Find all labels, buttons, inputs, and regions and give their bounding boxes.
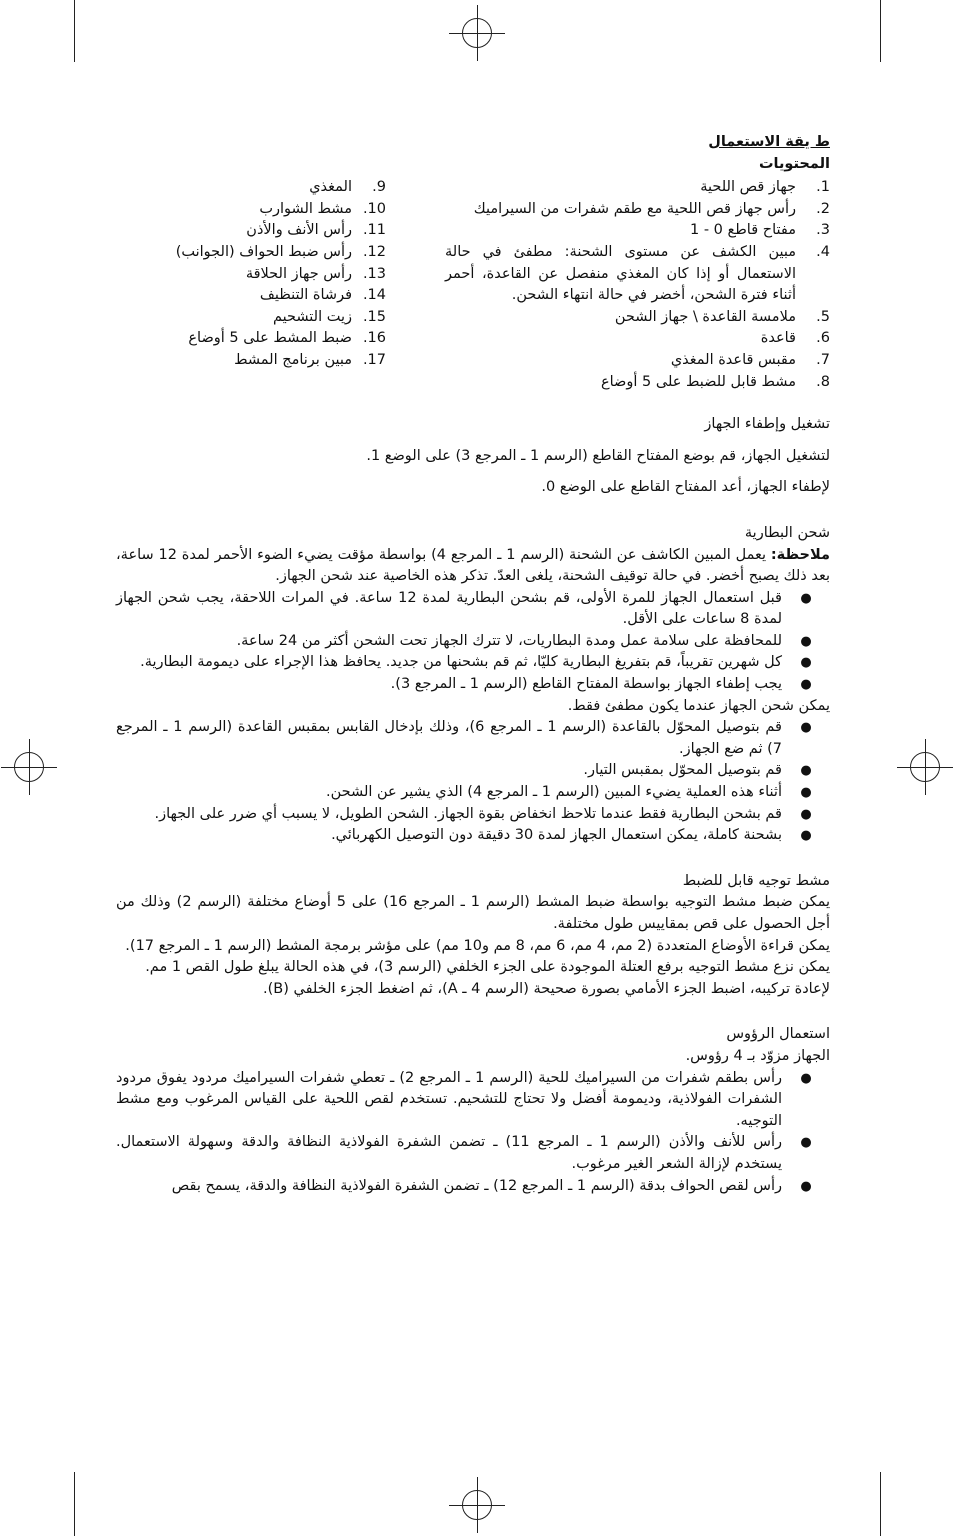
onoff-heading: تشغيل وإطفاء الجهاز [704, 416, 830, 433]
bullet-icon: ● [800, 1135, 812, 1151]
comb-paragraph-2: يمكن قراءة الأوضاع المتعددة (2 مم، 4 مم، 6 مم، 8 مم و10 مم) على مؤشر برمجة المشط (الرسم 1 ـ المرجع 17). [125, 937, 830, 954]
bullet-icon: ● [800, 720, 812, 736]
item-number: 7. [816, 351, 830, 368]
item-number: 11. [362, 222, 386, 239]
item-text: المغذي [309, 179, 352, 196]
list-item [445, 350, 830, 372]
contents-column-2 [116, 177, 386, 393]
item-text: رأس جهاز قص اللحية مع طقم شفرات من السيراميك [473, 200, 796, 217]
bullet-item [116, 1176, 830, 1198]
list-item [445, 372, 830, 394]
item-number: 6. [816, 330, 830, 347]
list-item [116, 328, 386, 350]
bullet-item [116, 588, 830, 631]
bullet-text: قبل استعمال الجهاز للمرة الأولى، قم بشحن البطارية لمدة 12 ساعة. في المرات اللاحقة، يجب شحن الجهاز لمدة 8 ساعات على الأقل. [116, 589, 782, 628]
item-number: 14. [362, 287, 386, 304]
crop-mark-top-left [74, 0, 75, 62]
list-item [116, 264, 386, 286]
document-body [116, 132, 830, 1197]
note-text: يعمل المبين الكاشف عن الشحنة (الرسم 1 ـ المرجع 4) بواسطة مؤقت يضيء الضوء الأحمر لمدة 12 ساعة، بعد ذلك يصبح أخضر. في حالة توقيف الشحنة، يلغى العدّ. تذكر هذه الخاصية عند شحن الجهاز. [116, 546, 830, 585]
item-number: 16. [362, 330, 386, 347]
bullet-icon: ● [800, 655, 812, 671]
item-text: رأس الأنف والأذن [246, 222, 352, 239]
heads-intro: الجهاز مزوّد بـ 4 رؤوس. [685, 1047, 830, 1064]
bullet-icon: ● [800, 763, 812, 779]
bullet-icon: ● [800, 633, 812, 649]
item-number: 5. [816, 308, 830, 325]
item-text: قاعدة [760, 330, 796, 347]
list-item [445, 177, 830, 199]
bullet-text: قم بتوصيل المحوّل بالقاعدة (الرسم 1 ـ المرجع 6)، وذلك بإدخال القابس بمقبس القاعدة (الرسم 1 ـ المرجع 7) ثم ضع الجهاز. [116, 719, 782, 757]
list-item [116, 242, 386, 264]
item-text: رأس جهاز الحلاقة [245, 265, 352, 282]
registration-mark-left [14, 752, 44, 782]
battery-heading: شحن البطارية [744, 524, 830, 541]
bullet-item [116, 652, 830, 674]
item-number: 1. [816, 179, 830, 196]
bullet-icon: ● [800, 590, 812, 606]
registration-mark-right [910, 752, 940, 782]
bullet-item [116, 825, 830, 847]
item-text: فرشاة التنظيف [259, 287, 352, 304]
list-item [116, 285, 386, 307]
item-number: 12. [362, 243, 386, 260]
bullet-icon: ● [800, 1070, 812, 1086]
contents-column-1 [445, 177, 830, 393]
item-text: مشط الشوارب [259, 200, 352, 217]
bullet-icon: ● [800, 677, 812, 693]
list-item [116, 177, 386, 199]
item-text: رأس ضبط الحواف (الجوانب) [175, 243, 352, 260]
bullet-text: رأس بطقم شفرات من السيراميك للحية (الرسم 1 ـ المرجع 2) ـ تعطي شفرات السيراميك مردود يفوق مردود الشفرات الفولاذية، وديمومة أفضل ولا تحتاج للتشحيم. تستخدم لقص اللحية على القياس المرغوب ومع مشط التوجيه. [116, 1069, 782, 1129]
bullet-item [116, 717, 830, 760]
battery-note [116, 545, 830, 588]
crop-mark-top-right [880, 0, 881, 62]
page-title: ط يقة الاستعمال [708, 134, 830, 150]
list-item [445, 242, 830, 307]
list-item [116, 307, 386, 329]
comb-heading: مشط توجيه قابل للضبط [682, 872, 830, 889]
bullet-text: أثناء هذه العملية يضيء المبين (الرسم 1 ـ المرجع 4) الذي يشير عن الشحن. [326, 784, 782, 801]
contents-list [116, 177, 830, 393]
registration-mark-bottom [462, 1490, 492, 1520]
list-item [116, 199, 386, 221]
item-text: ملامسة القاعدة \ جهاز الشحن [614, 308, 796, 325]
contents-heading: المحتويات [758, 155, 830, 172]
item-number: 3. [816, 222, 830, 239]
bullet-item [116, 1068, 830, 1133]
bullet-item [116, 760, 830, 782]
bullet-text: كل شهرين تقريباً، قم بتفريغ البطارية كليّا، ثم قم بشحنها من جديد. يحافظ هذا الإجراء على ديمومة البطارية. [140, 654, 782, 671]
comb-paragraph-1: يمكن ضبط مشط التوجيه بواسطة ضبط المشط (الرسم 1 ـ المرجع 16) على 5 أوضاع مختلفة (الرسم 2) وذلك من أجل الحصول على قص بمقاييس طول مختلفة. [116, 894, 831, 932]
item-number: 4. [816, 243, 830, 260]
bullet-item [116, 631, 830, 653]
item-number: 13. [362, 265, 386, 282]
item-text: مقبس قاعدة المغذي [670, 351, 796, 368]
item-number: 15. [362, 308, 386, 325]
onoff-paragraph-1: لتشغيل الجهاز، قم بوضع المفتاح القاطع (الرسم 1 ـ المرجع 3) على الوضع 1. [366, 447, 830, 464]
onoff-paragraph-2: لإطفاء الجهاز، أعد المفتاح القاطع على الوضع 0. [541, 479, 830, 496]
bullet-item [116, 1132, 830, 1175]
item-number: 9. [372, 179, 386, 196]
bullet-text: بشحنة كاملة، يمكن استعمال الجهاز لمدة 30 دقيقة دون التوصيل الكهربائي. [331, 827, 782, 844]
bullet-icon: ● [800, 1178, 812, 1194]
bullet-text: قم بتوصيل المحوّل بمقبس التيار. [583, 762, 782, 779]
bullet-icon: ● [800, 828, 812, 844]
item-text: ضبط المشط على 5 أوضاع [188, 330, 352, 347]
list-item [116, 220, 386, 242]
list-item [445, 199, 830, 221]
list-item [445, 328, 830, 350]
battery-mid-text: يمكن شحن الجهاز عندما يكون مطفئ فقط. [567, 697, 830, 714]
item-text: مفتاح قاطع 0 - 1 [689, 222, 796, 239]
registration-mark-top [462, 18, 492, 48]
list-item [445, 307, 830, 329]
item-text: مشط قابل للضبط على 5 أوضاع [600, 373, 796, 390]
crop-mark-bottom-left [74, 1472, 75, 1536]
bullet-item [116, 674, 830, 696]
heads-heading: استعمال الرؤوس [726, 1026, 830, 1043]
bullet-text: للمحافظة على سلامة عمل ومدة البطاريات، لا تترك الجهاز تحت الشحن أكثر من 24 ساعة. [236, 632, 782, 649]
item-number: 2. [816, 200, 830, 217]
item-text: مبين برنامج المشط [234, 351, 352, 368]
bullet-text: رأس لقص الحواف بدقة (الرسم 1 ـ المرجع 12) ـ تضمن الشفرة الفولاذية النظافة والدقة، يسمح بقص [171, 1177, 782, 1194]
list-item [445, 220, 830, 242]
bullet-text: يجب إطفاء الجهاز بواسطة المفتاح القاطع (الرسم 1 ـ المرجع 3). [390, 676, 782, 693]
bullet-item [116, 782, 830, 804]
item-number: 8. [816, 373, 830, 390]
bullet-icon: ● [800, 806, 812, 822]
bullet-text: قم بشحن البطارية فقط عندما تلاحظ انخفاض بقوة الجهاز. الشحن الطويل، لا يسبب أي ضرر على الجهاز. [154, 805, 782, 822]
comb-paragraph-4: لإعادة تركيبه، اضبط الجزء الأمامي بصورة صحيحة (الرسم 4 ـ A)، ثم اضغط الجزء الخلفي (B). [263, 980, 830, 997]
bullet-text: رأس للأنف والأذن (الرسم 1 ـ المرجع 11) ـ تضمن الشفرة الفولاذية النظافة والدقة وسهولة الاستعمال. يستخدم لإزالة الشعر الغير مرغوب. [116, 1134, 783, 1172]
item-text: زيت التشحيم [272, 308, 352, 325]
bullet-item [116, 804, 830, 826]
item-number: 10. [362, 200, 386, 217]
bullet-icon: ● [800, 785, 812, 801]
item-number: 17. [362, 351, 386, 368]
comb-paragraph-3: يمكن نزع مشط التوجيه برفع العتلة الموجودة على الجزء الخلفي (الرسم 3)، في هذه الحالة يبلغ طول القص 1 مم. [145, 959, 830, 976]
crop-mark-bottom-right [880, 1472, 881, 1536]
note-label: ملاحظة: [770, 546, 830, 563]
list-item [116, 350, 386, 372]
item-text: مبين الكشف عن مستوى الشحنة: مطفئ في حالة الاستعمال أو إذا كان المغذي منفصل عن القاعدة، أحمر أثناء فترة الشحن، أخضر في حالة انتهاء الشحن. [445, 243, 796, 304]
item-text: جهاز قص اللحية [700, 179, 796, 196]
